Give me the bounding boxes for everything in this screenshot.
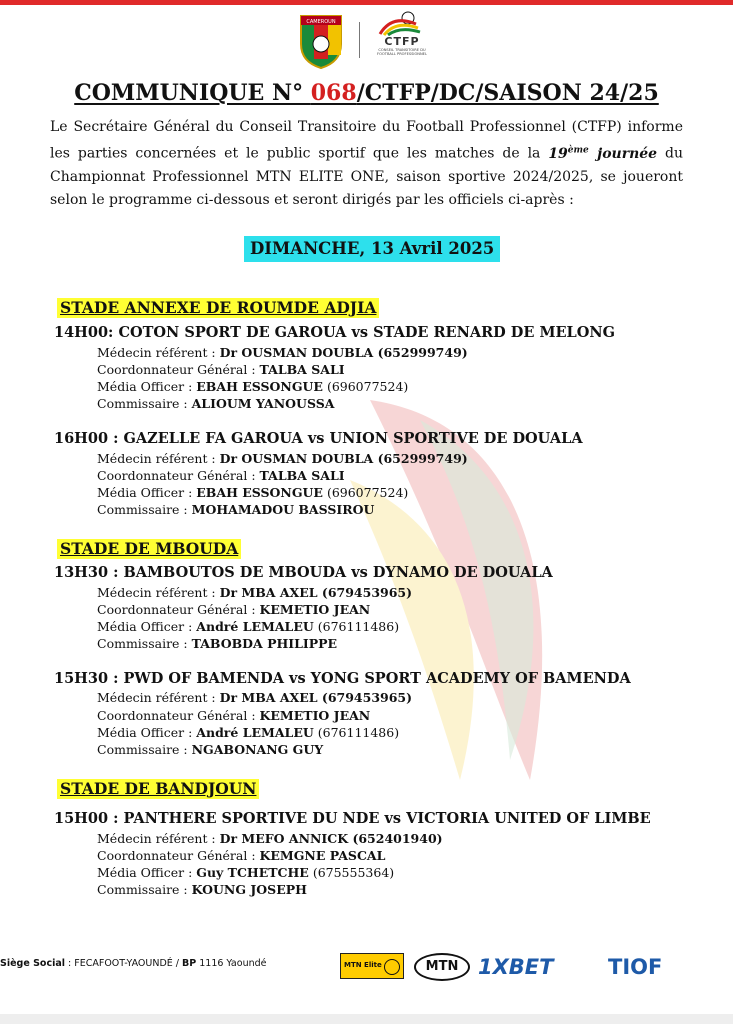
match-fixture: 15H00 : PANTHERE SPORTIVE DU NDE vs VICTORIA UNITED OF LIMBE xyxy=(54,810,651,827)
official-media xyxy=(97,485,408,501)
title-prefix: COMMUNIQUE N° xyxy=(74,80,311,106)
media-label: Média Officer : xyxy=(97,485,197,500)
media-phone: (675555364) xyxy=(308,865,395,880)
commissaire-name: MOHAMADOU BASSIROU xyxy=(191,502,375,517)
media-name: André LEMALEU xyxy=(196,619,314,634)
commissaire-label: Commissaire : xyxy=(97,502,192,517)
commissaire-name: TABOBDA PHILIPPE xyxy=(191,636,338,651)
media-label: Média Officer : xyxy=(97,379,197,394)
tiof-logo: TIOF xyxy=(608,955,663,979)
commissaire-label: Commissaire : xyxy=(97,882,192,897)
official-coordinator xyxy=(97,362,345,378)
media-phone: (696077524) xyxy=(322,379,409,394)
journee-word: journée xyxy=(588,145,658,162)
match-date: DIMANCHE, 13 Avril 2025 xyxy=(244,236,500,262)
official-media xyxy=(97,379,408,395)
mtn-elite-ball-icon xyxy=(384,959,400,975)
media-phone: (696077524) xyxy=(322,485,409,500)
medecin-name: Dr OUSMAN DOUBLA xyxy=(219,451,374,466)
bp-value: 1116 Yaoundé xyxy=(196,958,267,969)
coord-name: TALBA SALI xyxy=(259,468,345,483)
official-media xyxy=(97,865,394,881)
intro-text-1: Le Secrétaire Général du Conseil Transitoire du Football Professionnel (CTFP) informe les parties concernées et le public sportif que les matches de la xyxy=(50,119,683,162)
media-name: Guy TCHETCHE xyxy=(196,865,309,880)
official-coordinator xyxy=(97,468,345,484)
medecin-label: Médecin référent : xyxy=(97,690,220,705)
bp-label: BP xyxy=(182,958,197,969)
match-fixture: 14H00: COTON SPORT DE GAROUA vs STADE RENARD DE MELONG xyxy=(54,324,616,341)
commissaire-name: ALIOUM YANOUSSA xyxy=(191,396,335,411)
medecin-name: Dr OUSMAN DOUBLA xyxy=(219,345,374,360)
match-fixture: 15H30 : PWD OF BAMENDA vs YONG SPORT ACADEMY OF BAMENDA xyxy=(54,670,631,687)
medecin-phone: (652999749) xyxy=(373,451,468,466)
journee-number: 19 xyxy=(548,145,568,162)
cameroon-crest-logo xyxy=(298,10,344,70)
page-title xyxy=(0,80,733,106)
commissaire-label: Commissaire : xyxy=(97,636,192,651)
official-medecin xyxy=(97,690,412,706)
media-phone: (676111486) xyxy=(313,619,400,634)
coord-label: Coordonnateur Général : xyxy=(97,848,260,863)
medecin-label: Médecin référent : xyxy=(97,345,220,360)
medecin-name: Dr MEFO ANNICK xyxy=(219,831,349,846)
coord-label: Coordonnateur Général : xyxy=(97,468,260,483)
media-label: Média Officer : xyxy=(97,725,197,740)
coord-name: KEMETIO JEAN xyxy=(259,708,371,723)
siege-label: Siège Social xyxy=(0,958,66,969)
medecin-phone: (679453965) xyxy=(317,585,413,600)
medecin-name: Dr MBA AXEL xyxy=(219,585,318,600)
logo-separator xyxy=(359,22,360,58)
coord-name: KEMETIO JEAN xyxy=(259,602,371,617)
media-name: EBAH ESSONGUE xyxy=(196,485,323,500)
medecin-name: Dr MBA AXEL xyxy=(219,690,318,705)
intro-paragraph xyxy=(50,116,683,212)
media-label: Média Officer : xyxy=(97,619,197,634)
media-label: Média Officer : xyxy=(97,865,197,880)
official-medecin xyxy=(97,451,468,467)
cameroon-crest-text: CAMEROUN xyxy=(306,19,336,25)
venue-heading: STADE DE MBOUDA xyxy=(57,539,241,559)
official-commissaire xyxy=(97,396,334,412)
ctfp-logo xyxy=(372,10,432,70)
commissaire-name: NGABONANG GUY xyxy=(191,742,324,757)
ctfp-logo-text: CTFP xyxy=(384,35,420,48)
official-commissaire xyxy=(97,742,323,758)
media-name: EBAH ESSONGUE xyxy=(196,379,323,394)
official-commissaire xyxy=(97,502,374,518)
match-fixture: 16H00 : GAZELLE FA GAROUA vs UNION SPORTIVE DE DOUALA xyxy=(54,430,583,447)
official-media xyxy=(97,725,399,741)
bottom-bar xyxy=(0,1014,733,1024)
venue-heading: STADE DE BANDJOUN xyxy=(57,779,259,799)
mtn-elite-text: MTN Elite xyxy=(344,961,382,969)
journee-superscript: ème xyxy=(567,145,589,155)
media-name: André LEMALEU xyxy=(196,725,314,740)
medecin-label: Médecin référent : xyxy=(97,451,220,466)
official-coordinator xyxy=(97,602,370,618)
match-fixture: 13H30 : BAMBOUTOS DE MBOUDA vs DYNAMO DE DOUALA xyxy=(54,564,553,581)
medecin-phone: (652401940) xyxy=(348,831,443,846)
commissaire-label: Commissaire : xyxy=(97,396,192,411)
mtn-elite-logo xyxy=(340,953,404,979)
medecin-label: Médecin référent : xyxy=(97,585,220,600)
coord-label: Coordonnateur Général : xyxy=(97,602,260,617)
coord-name: KEMGNE PASCAL xyxy=(259,848,386,863)
commissaire-label: Commissaire : xyxy=(97,742,192,757)
official-commissaire xyxy=(97,636,337,652)
official-medecin xyxy=(97,831,443,847)
media-phone: (676111486) xyxy=(313,725,400,740)
coord-label: Coordonnateur Général : xyxy=(97,708,260,723)
intro-text-2: du Championnat Professionnel MTN ELITE ONE, saison sportive 2024/2025, se joueront selon le programme ci-dessous et seront dirigés par les officiels ci-après : xyxy=(50,145,683,208)
official-coordinator xyxy=(97,708,370,724)
top-accent-bar xyxy=(0,0,733,5)
medecin-label: Médecin référent : xyxy=(97,831,220,846)
medecin-phone: (652999749) xyxy=(373,345,468,360)
ctfp-logo-subtext: CONSEIL TRANSITOIRE DU FOOTBALL PROFESSIONNEL xyxy=(377,48,427,56)
mtn-logo: MTN xyxy=(414,953,470,981)
onexbet-logo: 1XBET xyxy=(478,955,554,979)
coord-label: Coordonnateur Général : xyxy=(97,362,260,377)
footer-address xyxy=(0,958,266,969)
coord-name: TALBA SALI xyxy=(259,362,345,377)
header-logos xyxy=(0,8,733,72)
commissaire-name: KOUNG JOSEPH xyxy=(191,882,307,897)
medecin-phone: (679453965) xyxy=(317,690,413,705)
ctfp-emblem-icon xyxy=(372,10,432,36)
official-media xyxy=(97,619,399,635)
official-commissaire xyxy=(97,882,307,898)
title-number: 068 xyxy=(310,80,357,106)
title-suffix: /CTFP/DC/SAISON 24/25 xyxy=(356,80,659,106)
siege-value: : FECAFOOT-YAOUNDÉ / xyxy=(65,958,182,969)
official-medecin xyxy=(97,345,468,361)
official-coordinator xyxy=(97,848,385,864)
official-medecin xyxy=(97,585,412,601)
venue-heading: STADE ANNEXE DE ROUMDE ADJIA xyxy=(57,298,379,318)
